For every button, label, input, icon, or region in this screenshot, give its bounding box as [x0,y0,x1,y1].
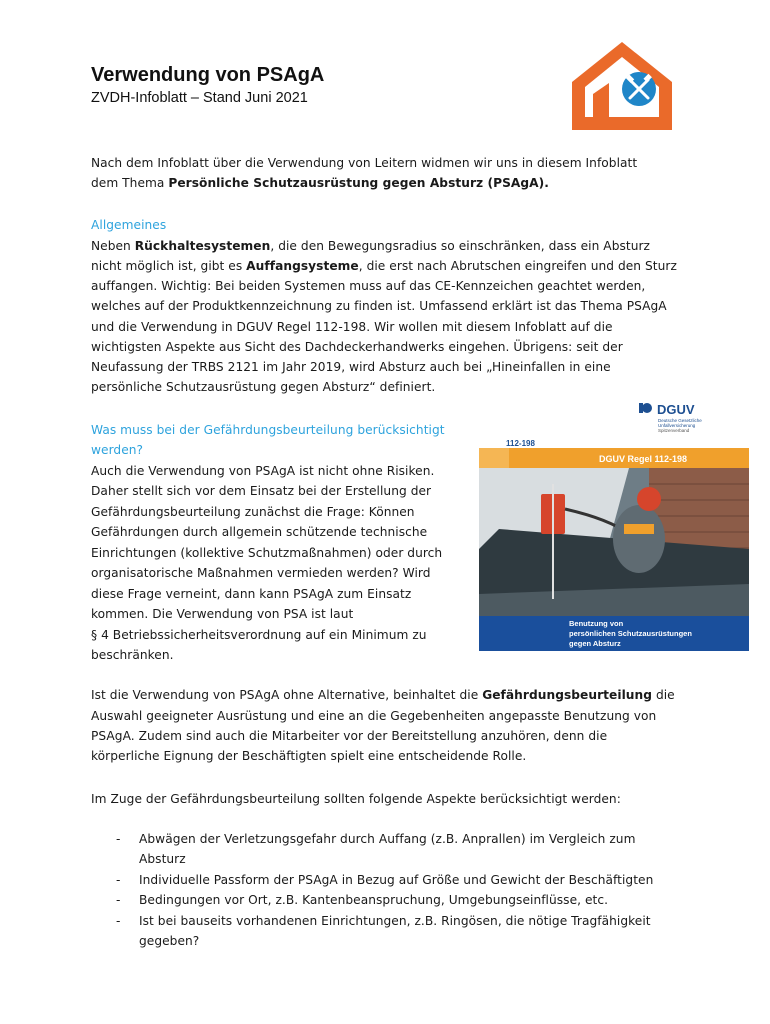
section3-line: PSAgA. Zudem sind auch die Mitarbeiter vor der Bereitstellung anzuhören, denn die [91,729,608,743]
list-item [91,890,691,910]
list-item-line: Bedingungen vor Ort, z.B. Kantenbeanspruchung, Umgebungseinflüsse, etc. [139,893,609,908]
list-item-line: Absturz [139,852,186,867]
section2-line: Einrichtungen (kollektive Schutzmaßnahmen) oder durch [91,546,443,560]
zvdh-logo [568,38,676,134]
section1-line: wichtigsten Aspekte aus Sicht des Dachdeckerhandwerks eingehen. Übrigens: seit der [91,340,623,354]
list-item-line: gegeben? [139,934,200,949]
section1-line: und die Verwendung in DGUV Regel 112-198. Wir wollen mit diesem Infoblatt auf die [91,320,613,334]
section3-line: Auswahl geeigneter Ausrüstung und eine an die Gegebenheiten angepasste Benutzung von [91,709,657,723]
list-item [91,870,691,890]
worker-figure [613,505,665,573]
document-title: Verwendung von PSAgA [91,64,325,86]
list-item [91,829,691,870]
aspects-list [91,829,691,951]
section-heading-allgemeines: Allgemeines [91,218,167,232]
section-heading-gefaehrdung-1: Was muss bei der Gefährdungsbeurteilung berücksichtigt [91,423,445,437]
list-dash: - [116,913,121,928]
section2-line: beschränken. [91,648,174,662]
cover-regel-label: DGUV Regel 112-198 [599,454,688,464]
svg-text:Benutzung von: Benutzung von [569,619,624,628]
intro-line-2: dem Thema Persönliche Schutzausrüstung gegen Absturz (PSAgA). [91,176,549,190]
intro-line-1: Nach dem Infoblatt über die Verwendung von Leitern widmen wir uns in diesem Infoblatt [91,156,638,170]
document-subtitle: ZVDH-Infoblatt – Stand Juni 2021 [91,90,308,106]
section2-line: Daher stellt sich vor dem Einsatz bei der Erstellung der [91,484,432,498]
section-heading-gefaehrdung-2: werden? [91,443,144,457]
section2-line: diese Frage verneint, dann kann PSAgA zum Einsatz [91,587,412,601]
svg-text:Deutsche Gesetzliche: Deutsche Gesetzliche [658,418,702,423]
list-item-line: Abwägen der Verletzungsgefahr durch Auffang (z.B. Anprallen) im Vergleich zum [139,832,636,846]
list-dash: - [116,893,121,908]
dguv-regel-cover-image [479,399,749,651]
section1-line: auffangen. Wichtig: Bei beiden Systemen muss auf das CE-Kennzeichen geachtet werden, [91,279,646,293]
svg-text:gegen Absturz: gegen Absturz [569,639,621,648]
section2-line: kommen. Die Verwendung von PSA ist laut [91,607,354,621]
dguv-logo [639,402,702,433]
list-item-line: Individuelle Passform der PSAgA in Bezug auf Größe und Gewicht der Beschäftigten [139,872,654,887]
section2-line: organisatorische Maßnahmen vermieden werden? Wird [91,566,431,580]
section2-line: Auch die Verwendung von PSAgA ist nicht ohne Risiken. [91,464,435,478]
dguv-wordmark: DGUV [657,402,695,417]
section1-line: welches auf der Produktkennzeichnung zu finden ist. Umfassend erklärt ist das Thema PSAgA [91,299,667,313]
section4-intro: Im Zuge der Gefährdungsbeurteilung sollten folgende Aspekte berücksichtigt werden: [91,792,621,806]
section1-line: Neufassung der TRBS 2121 im Jahr 2019, wird Absturz auch bei „Hineinfallen in eine [91,360,611,374]
cover-number: 112-198 [506,439,535,448]
svg-text:persönlichen Schutzausrüstunge: persönlichen Schutzausrüstungen [569,629,692,638]
svg-text:Unfallversicherung: Unfallversicherung [658,423,696,428]
section3-line: körperliche Eignung der Beschäftigten spielt eine entscheidende Rolle. [91,749,527,763]
section2-line: Gefährdungsbeurteilung zunächst die Frage: Können [91,505,415,519]
section1-line: persönliche Schutzausrüstung gegen Absturz“ definiert. [91,380,436,394]
list-item [91,911,691,952]
section2-line: Gefährdungen durch allgemein schützende technische [91,525,428,539]
list-item-line: Ist bei bauseits vorhandenen Einrichtungen, z.B. Ringösen, die nötige Tragfähigkeit [139,913,651,928]
svg-text:Spitzenverband: Spitzenverband [658,428,690,433]
list-dash: - [116,872,121,887]
section1-line: Neben Rückhaltesystemen, die den Bewegungsradius so einschränken, dass ein Absturz [91,239,650,253]
section2-line: § 4 Betriebssicherheitsverordnung auf ein Minimum zu [91,628,427,642]
section3-line: Ist die Verwendung von PSAgA ohne Alternative, beinhaltet die Gefährdungsbeurteilung die [91,688,675,702]
list-dash: - [116,832,121,846]
helmet [637,487,661,511]
section1-line: nicht möglich ist, gibt es Auffangsysteme, die erst nach Abrutschen eingreifen und den Sturz [91,259,677,273]
